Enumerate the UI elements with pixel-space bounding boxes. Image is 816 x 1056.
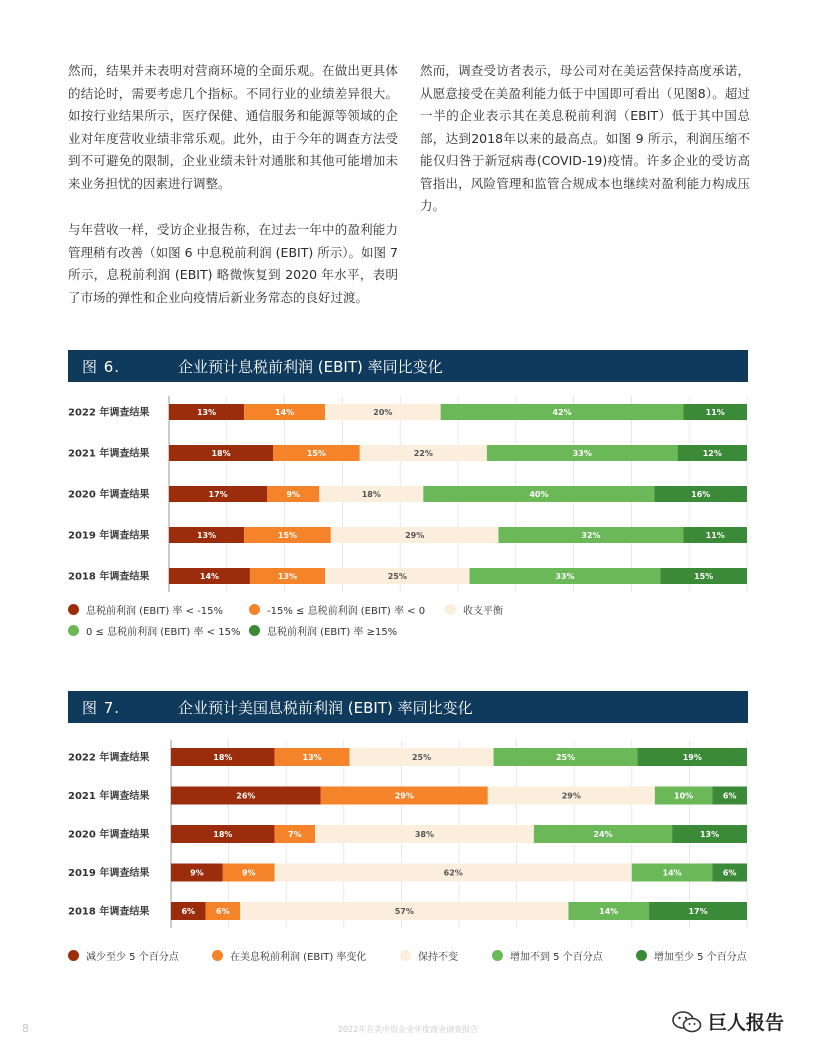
figure-7-label: 图 7.	[82, 698, 121, 717]
data-label: 25%	[555, 753, 576, 762]
legend-dot	[445, 604, 456, 615]
legend-label: 0 ≤ 息税前利润 (EBIT) 率 < 15%	[86, 627, 241, 638]
watermark-text: 巨人报告	[708, 1012, 785, 1034]
legend-label: 在美息税前利润 (EBIT) 率变化	[230, 952, 367, 963]
legend-item	[445, 602, 503, 617]
data-label: 15%	[694, 572, 714, 581]
data-label: 9%	[241, 868, 256, 878]
data-label: 13%	[196, 531, 217, 540]
legend-item	[68, 602, 223, 617]
figure-6-label: 图 6.	[82, 357, 121, 376]
data-label: 12%	[702, 449, 722, 458]
data-label: 15%	[306, 449, 326, 458]
data-label: 29%	[561, 791, 581, 801]
legend-label: 保持不变	[418, 952, 458, 963]
data-label: 13%	[699, 830, 720, 839]
category-label: 2021 年调查结果	[68, 448, 150, 460]
data-label: 33%	[555, 572, 575, 581]
left-text-column	[68, 60, 398, 333]
category-label: 2019 年调查结果	[68, 868, 150, 879]
data-label: 24%	[593, 830, 613, 839]
legend-label: 收支平衡	[463, 606, 503, 617]
data-label: 20%	[373, 408, 393, 417]
legend-dot	[636, 950, 647, 961]
legend-dot	[400, 950, 411, 961]
legend-item	[400, 948, 458, 963]
data-label: 9%	[286, 490, 301, 499]
legend-dot	[249, 604, 260, 615]
legend-label: 增加至少 5 个百分点	[654, 952, 747, 963]
left-paragraph-2: 与年营收一样，受访企业报告称，在过去一年中的盈利能力管理稍有改善（如图 6 中息税前利润 (EBIT) 所示）。如图 7 所示，息税前利润 (EBIT) 略微恢复到 2020 年水平，表明了市场的弹性和企业向疫情后新业务常态的良好过渡。	[68, 222, 398, 305]
watermark	[672, 1008, 784, 1035]
category-label: 2018 年调查结果	[68, 571, 150, 583]
figure-7-chart-svg	[68, 723, 748, 933]
data-label: 38%	[414, 830, 435, 839]
data-label: 22%	[413, 449, 433, 458]
data-label: 25%	[411, 753, 432, 762]
data-label: 13%	[302, 753, 322, 762]
data-label: 16%	[691, 490, 711, 499]
figure-7	[68, 691, 748, 963]
category-label: 2021 年调查结果	[68, 791, 150, 802]
data-label: 29%	[394, 791, 414, 801]
data-label: 33%	[572, 449, 592, 458]
data-label: 40%	[529, 490, 549, 499]
legend-label: 息税前利润 (EBIT) 率 ≥15%	[267, 627, 398, 638]
data-label: 29%	[405, 531, 425, 540]
data-label: 14%	[662, 868, 682, 878]
legend-item	[68, 948, 179, 963]
legend-label: 息税前利润 (EBIT) 率 < -15%	[86, 606, 223, 617]
data-label: 17%	[688, 907, 708, 916]
figure-7-title: 企业预计美国息税前利润 (EBIT) 率同比变化	[178, 698, 473, 717]
legend-dot	[68, 604, 79, 615]
legend-item	[68, 623, 240, 638]
legend-item	[492, 948, 603, 963]
category-label: 2020 年调查结果	[68, 829, 150, 841]
figure-7-chart	[68, 723, 748, 923]
data-label: 11%	[705, 531, 725, 540]
category-label: 2022 年调查结果	[68, 407, 150, 419]
figure-6-header	[68, 350, 748, 382]
page-number: 8	[22, 1022, 29, 1035]
data-label: 6%	[216, 907, 230, 916]
footer-report-title: 2022年在美中资企业年度商业调查报告	[337, 1025, 479, 1034]
data-label: 17%	[208, 490, 228, 499]
data-label: 14%	[199, 572, 220, 581]
data-label: 26%	[236, 791, 256, 801]
category-label: 2019 年调查结果	[68, 530, 150, 542]
data-label: 42%	[552, 408, 572, 417]
category-label: 2022 年调查结果	[68, 752, 150, 764]
wechat-icon	[672, 1010, 702, 1034]
data-label: 6%	[181, 907, 196, 916]
data-label: 25%	[387, 572, 407, 581]
data-label: 18%	[211, 449, 231, 458]
figure-6	[68, 350, 748, 638]
legend-dot	[68, 625, 79, 636]
figure-6-chart	[68, 382, 748, 582]
data-label: 15%	[277, 531, 298, 540]
category-label: 2020 年调查结果	[68, 489, 150, 501]
legend-item	[636, 948, 747, 963]
legend-dot	[212, 950, 223, 961]
data-label: 11%	[705, 408, 725, 417]
data-label: 6%	[722, 791, 737, 801]
right-paragraph-1: 然而，调查受访者表示，母公司对在美运营保持高度承诺，从愿意接受在美盈利能力低于中国即可看出（见图8）。超过一半的企业表示其在美息税前利润（EBIT）低于其中国总部，达到2018年以来的最高点。如图 9 所示，利润压缩不能仅归咎于新冠病毒(COVID-19)疫情。许多企业的受访高管指出，风险管理和监管合规成本也继续对盈利能力构成压力。	[420, 63, 750, 213]
legend-dot	[492, 950, 503, 961]
legend-label: 增加不到 5 个百分点	[510, 952, 603, 963]
legend-label: 减少至少 5 个百分点	[86, 952, 179, 963]
data-label: 9%	[190, 868, 204, 878]
legend-dot	[249, 625, 260, 636]
data-label: 18%	[213, 753, 233, 762]
data-label: 18%	[361, 490, 381, 499]
left-paragraph-1: 然而，结果并未表明对营商环境的全面乐观。在做出更具体的结论时，需要考虑几个指标。不同行业的业绩差异很大。如按行业结果所示，医疗保健、通信服务和能源等领域的企业对年度营收业绩非常乐观。此外，由于今年的调查方法受到不可避免的限制，企业业绩未针对通胀和其他可能增加未来业务担忧的因素进行调整。	[68, 63, 398, 191]
data-label: 14%	[599, 907, 619, 916]
data-label: 18%	[213, 830, 233, 839]
right-text-column	[420, 60, 750, 242]
category-label: 2018 年调查结果	[68, 906, 150, 918]
data-label: 10%	[674, 791, 694, 801]
data-label: 19%	[682, 753, 702, 762]
data-label: 7%	[288, 830, 302, 839]
data-label: 57%	[394, 907, 414, 916]
legend-item	[249, 602, 425, 617]
legend-label: -15% ≤ 息税前利润 (EBIT) 率 < 0	[267, 606, 426, 617]
figure-6-title: 企业预计息税前利润 (EBIT) 率同比变化	[178, 357, 443, 376]
legend-dot	[68, 950, 79, 961]
legend-item	[249, 623, 397, 638]
figure-6-chart-svg	[68, 382, 748, 592]
data-label: 6%	[722, 868, 737, 878]
data-label: 62%	[443, 868, 463, 878]
legend-item	[212, 948, 366, 963]
data-label: 32%	[581, 531, 601, 540]
data-label: 13%	[277, 572, 298, 581]
figure-7-header	[68, 691, 748, 723]
data-label: 13%	[196, 408, 217, 417]
data-label: 14%	[275, 408, 295, 417]
